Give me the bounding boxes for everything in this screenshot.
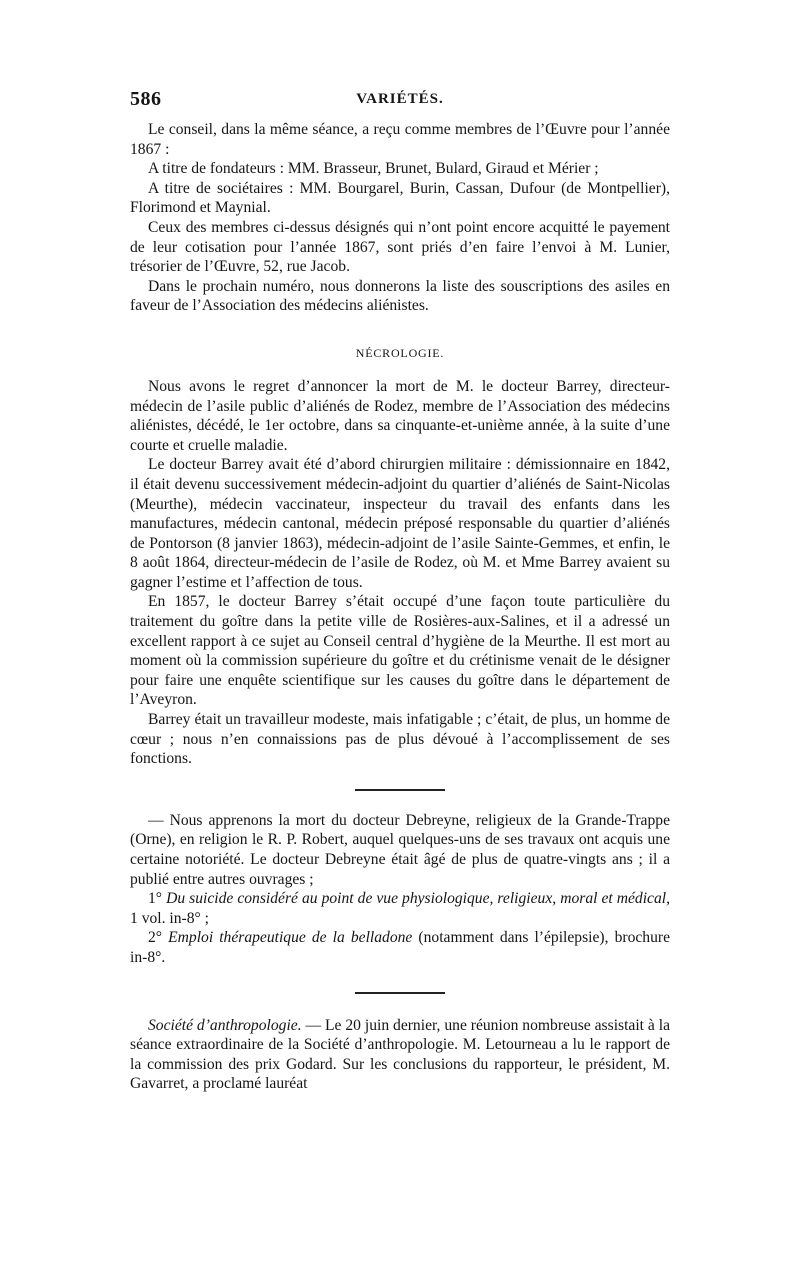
work-number: 1° (148, 890, 163, 908)
conseil-cotisation: Ceux des membres ci-dessus désignés qui n’ont point encore acquitté le payement de leur cotisation pour l’année 1867, sont priés d’en faire l’envoi à M. Lunier, trésorier de l’Œuvre, 52, rue Jacob. (130, 218, 670, 276)
work-number: 2° (148, 929, 163, 947)
running-head (130, 88, 670, 120)
running-title: VARIÉTÉS. (356, 91, 444, 107)
work-title: Du suicide considéré au point de vue physiologique, religieux, moral et médical, (166, 890, 670, 908)
work-details: 1 vol. in-8° ; (130, 909, 210, 927)
page-number: 586 (130, 88, 162, 110)
necrologie-paragraph: Barrey était un travailleur modeste, mais infatigable ; c’était, de plus, un homme de cœur ; nous n’en connaissions pas de plus dévoué à l’accomplissement de ses fonctions. (130, 711, 670, 768)
conseil-fondateurs: A titre de fondateurs : MM. Brasseur, Brunet, Bulard, Giraud et Mérier ; (148, 160, 599, 178)
anthropologie-label: Société d’anthropologie. (148, 1016, 302, 1034)
debreyne-paragraph: — Nous apprenons la mort du docteur Debreyne, religieux de la Grande-Trappe (Orne), en religion le R. P. Robert, auquel quelques-uns de ses travaux ont acquis une certaine notoriété. Le docteur Debreyne était âgé de plus de quatre-vingts ans ; il a publié entre autres ouvrages ; (130, 811, 670, 888)
section-divider (355, 992, 445, 994)
book-page (130, 88, 670, 1094)
work-title: Emploi thérapeutique de la belladone (168, 929, 413, 947)
debreyne-work-2 (130, 928, 670, 967)
section-title-necrologie: NÉCROLOGIE. (355, 345, 445, 360)
conseil-intro: Le conseil, dans la même séance, a reçu comme membres de l’Œuvre pour l’année 1867 : (130, 121, 670, 158)
necrologie-paragraph: Nous avons le regret d’annoncer la mort de M. le docteur Barrey, directeur-médecin de l’asile public d’aliénés de Rodez, membre de l’Association des médecins aliénistes, décédé, le 1er octobre, dans sa cinquante-et-unième année, à la suite d’une courte et cruelle maladie. (130, 377, 670, 454)
necrologie-paragraph: Le docteur Barrey avait été d’abord chirurgien militaire : démissionnaire en 1842, il était devenu successivement médecin-adjoint du quartier d’aliénés de Saint-Nicolas (Meurthe), médecin vaccinateur, inspecteur du travail des enfants dans les manufactures, médecin cantonal, médecin préposé responsable du quartier d’aliénés de Pontorson (8 janvier 1863), médecin-adjoint de l’asile Sainte-Gemmes, et enfin, le 8 août 1864, directeur-médecin de l’asile de Rodez, où M. et Mme Barrey avaient su gagner l’estime et l’affection de tous. (130, 456, 670, 591)
necrologie-paragraph: En 1857, le docteur Barrey s’était occupé d’une façon toute particulière du traitement du goître dans la petite ville de Rosières-aux-Salines, et il a adressé un excellent rapport à ce sujet au Conseil central d’hygiène de la Meurthe. Il est mort au moment où la commission supérieure du goître et du crétinisme venait de le désigner pour faire une enquête scientifique sur les causes du goître dans le département de l’Aveyron. (130, 593, 670, 709)
debreyne-work-1 (130, 889, 670, 928)
work-details: (notamment dans l’épilepsie), brochure in-8°. (130, 929, 670, 966)
anthropologie-text: — Le 20 juin dernier, une réunion nombreuse assistait à la séance extraordinaire de la Société d’anthropologie. M. Letourneau a lu le rapport de la commission des prix Godard. Sur les conclusions du rapporteur, le président, M. Gavarret, a proclamé lauréat (130, 1016, 670, 1093)
conseil-societaires: A titre de sociétaires : MM. Bourgarel, Burin, Cassan, Dufour (de Montpellier), Florimond et Maynial. (130, 179, 670, 217)
section-divider (355, 789, 445, 791)
anthropologie-paragraph (130, 1016, 670, 1094)
conseil-souscriptions: Dans le prochain numéro, nous donnerons la liste des souscriptions des asiles en faveur de l’Association des médecins aliénistes. (130, 277, 670, 315)
